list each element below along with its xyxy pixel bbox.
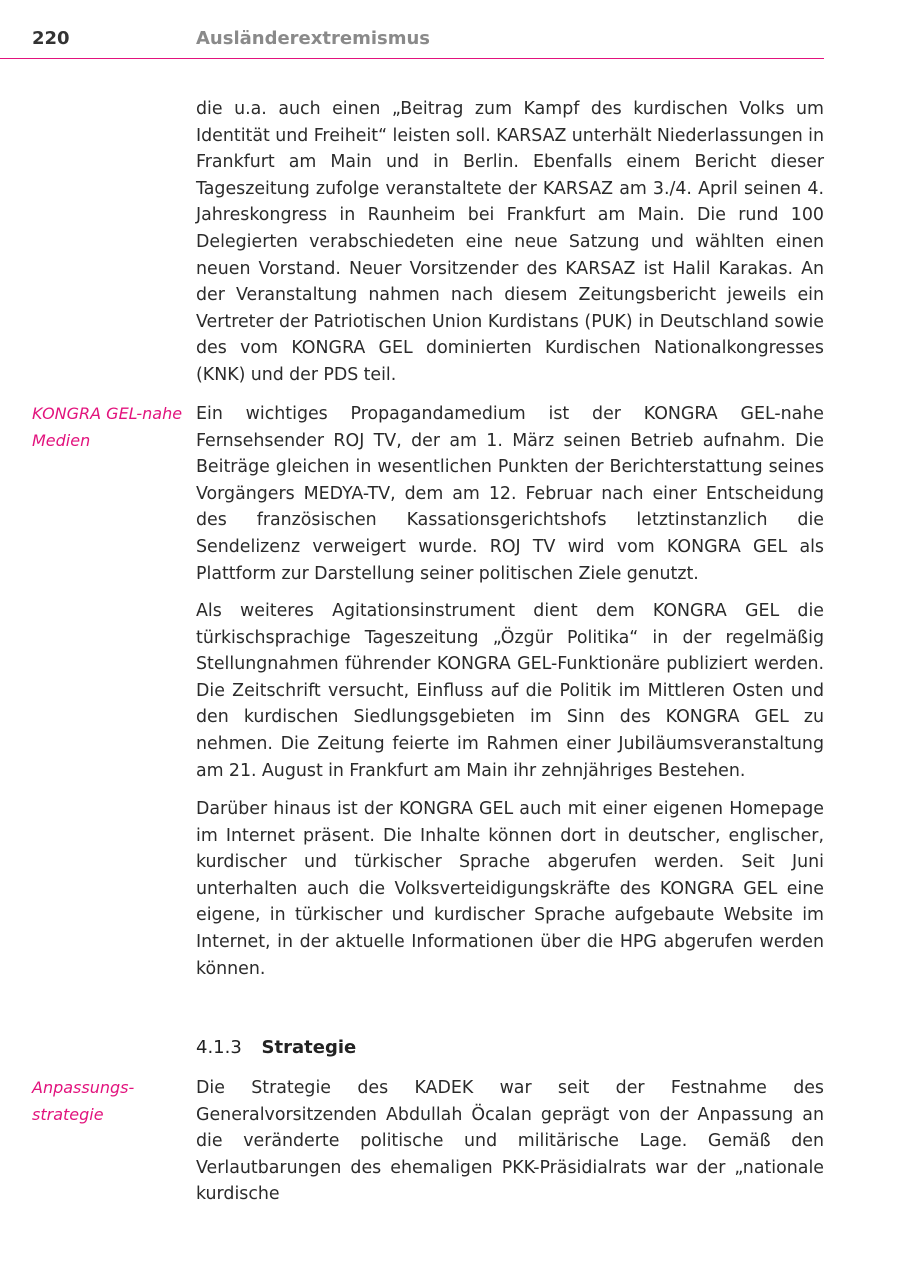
page-number: 220 <box>32 28 70 49</box>
paragraph-karsaz: die u.a. auch einen „Beitrag zum Kampf des kurdischen Volks um Identität und Freiheit“ leisten soll. KARSAZ unterhält Niederlassungen in Frankfurt am Main und in Berlin. Ebenfalls einem Bericht dieser Tageszeitung zufolge veranstaltete der KARSAZ am 3./4. April seinen 4. Jahreskongress in Raunheim bei Frankfurt am Main. Die rund 100 Delegierten verabschiedeten eine neue Satzung und wählten einen neuen Vorstand. Neuer Vorsitzender des KARSAZ ist Halil Karakas. An der Veranstaltung nahmen nach diesem Zeitungsbericht jeweils ein Vertreter der Patriotischen Union Kurdistans (PUK) in Deutschland sowie des vom KONGRA GEL dominierten Kurdischen Nationalkongresses (KNK) und der PDS teil. <box>196 99 824 385</box>
paragraph-roj-tv: Ein wichtiges Propagandamedium ist der KONGRA GEL-nahe Fernsehsender ROJ TV, der am 1. März seinen Betrieb aufnahm. Die Beiträge gleichen in wesentlichen Punkten der Berichterstattung seines Vorgängers MEDYA-TV, dem am 12. Februar nach einer Entscheidung des französischen Kassationsgerichtshofs letztinstanzlich die Sendelizenz verweigert wurde. ROJ TV wird vom KONGRA GEL als Plattform zur Darstellung seiner politischen Ziele genutzt. <box>196 404 824 584</box>
margin-note-media: KONGRA GEL-nahe Medien <box>32 404 183 450</box>
running-title: Ausländerextremismus <box>196 28 430 49</box>
section-title: Strategie <box>261 1037 357 1058</box>
section-heading <box>196 1035 356 1061</box>
paragraph-homepage: Darüber hinaus ist der KONGRA GEL auch mit einer eigenen Homepage im Internet präsent. Die Inhalte können dort in deutscher, englischer, kurdischer und türkischer Sprache abgerufen werden. Seit Juni unterhalten auch die Volksverteidigungskräfte des KONGRA GEL eine eigene, in türkischer und kurdischer Sprache aufgebaute Website im Internet, in der aktuelle Informationen über die HPG abgerufen werden können. <box>196 799 824 979</box>
paragraph-oezguer-politika: Als weiteres Agitationsinstrument dient dem KONGRA GEL die türkischsprachige Tageszeitung „Özgür Politika“ in der regelmäßig Stellungnahmen führender KONGRA GEL-Funktionäre publiziert werden. Die Zeitschrift versucht, Einfluss auf die Politik im Mittleren Osten und den kurdischen Siedlungsgebieten im Sinn des KONGRA GEL zu nehmen. Die Zeitung feierte im Rahmen einer Jubiläumsveranstaltung am 21. August in Frankfurt am Main ihr zehnjähriges Bestehen. <box>196 601 824 781</box>
margin-note-strategy: Anpassungs- strategie <box>32 1078 135 1124</box>
section-number: 4.1.3 <box>196 1037 242 1058</box>
page-header <box>0 0 824 59</box>
paragraph-strategie: Die Strategie des KADEK war seit der Festnahme des Generalvorsitzenden Abdullah Öcalan geprägt von der Anpassung an die veränderte politische und militärische Lage. Gemäß den Verlautbarungen des ehemaligen PKK-Präsidialrats war der „nationale kurdische <box>196 1078 824 1205</box>
